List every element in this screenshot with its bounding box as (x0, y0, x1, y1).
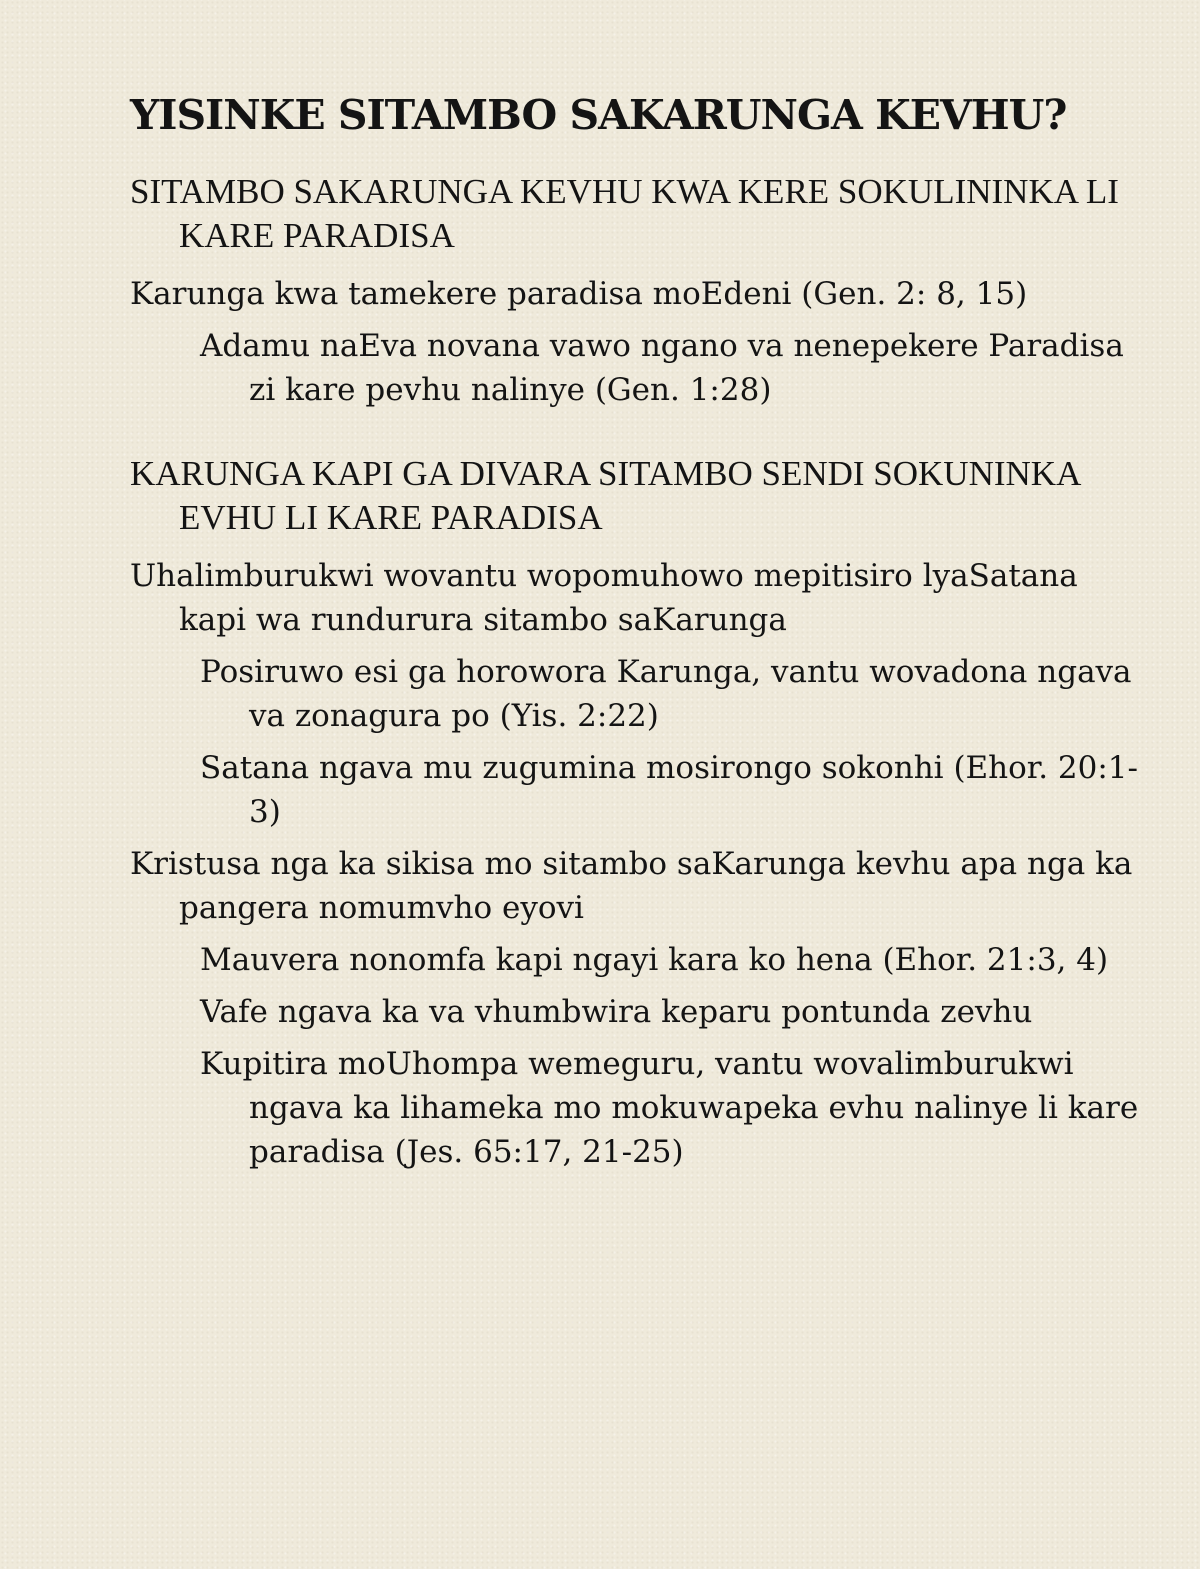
outline-page (130, 88, 1150, 1182)
outline-point: Karunga kwa tamekere paradisa moEdeni (Gen. 2: 8, 15) (130, 276, 1028, 312)
outline-subpoint: Vafe ngava ka va vhumbwira keparu pontunda zevhu (200, 994, 1033, 1030)
outline-point: Uhalimburukwi wovantu wopomuhowo mepitisiro lyaSatana kapi wa rundurura sitambo saKarunga (130, 558, 1078, 638)
outline-subpoint: Adamu naEva novana vawo ngano va nenepekere Paradisa zi kare pevhu nalinye (Gen. 1:28) (200, 328, 1124, 408)
outline-point: Kristusa nga ka sikisa mo sitambo saKarunga kevhu apa nga ka pangera nomumvho eyovi (130, 846, 1133, 926)
section-heading-2: KARUNGA KAPI GA DIVARA SITAMBO SENDI SOKUNINKA EVHU LI KARE PARADISA (130, 454, 1080, 537)
outline-subpoint: Satana ngava mu zugumina mosirongo sokonhi (Ehor. 20:1-3) (200, 750, 1139, 830)
outline-subpoint: Posiruwo esi ga horowora Karunga, vantu wovadona ngava va zonagura po (Yis. 2:22) (200, 654, 1132, 734)
page-title: YISINKE SITAMBO SAKARUNGA KEVHU? (130, 91, 1067, 139)
section-heading-1: SITAMBO SAKARUNGA KEVHU KWA KERE SOKULININKA LI KARE PARADISA (130, 172, 1119, 255)
outline-subpoint: Mauvera nonomfa kapi ngayi kara ko hena (Ehor. 21:3, 4) (200, 942, 1109, 978)
outline-subpoint: Kupitira moUhompa wemeguru, vantu wovalimburukwi ngava ka lihameka mo mokuwapeka evhu nalinye li kare paradisa (Jes. 65:17, 21-25) (200, 1046, 1139, 1170)
